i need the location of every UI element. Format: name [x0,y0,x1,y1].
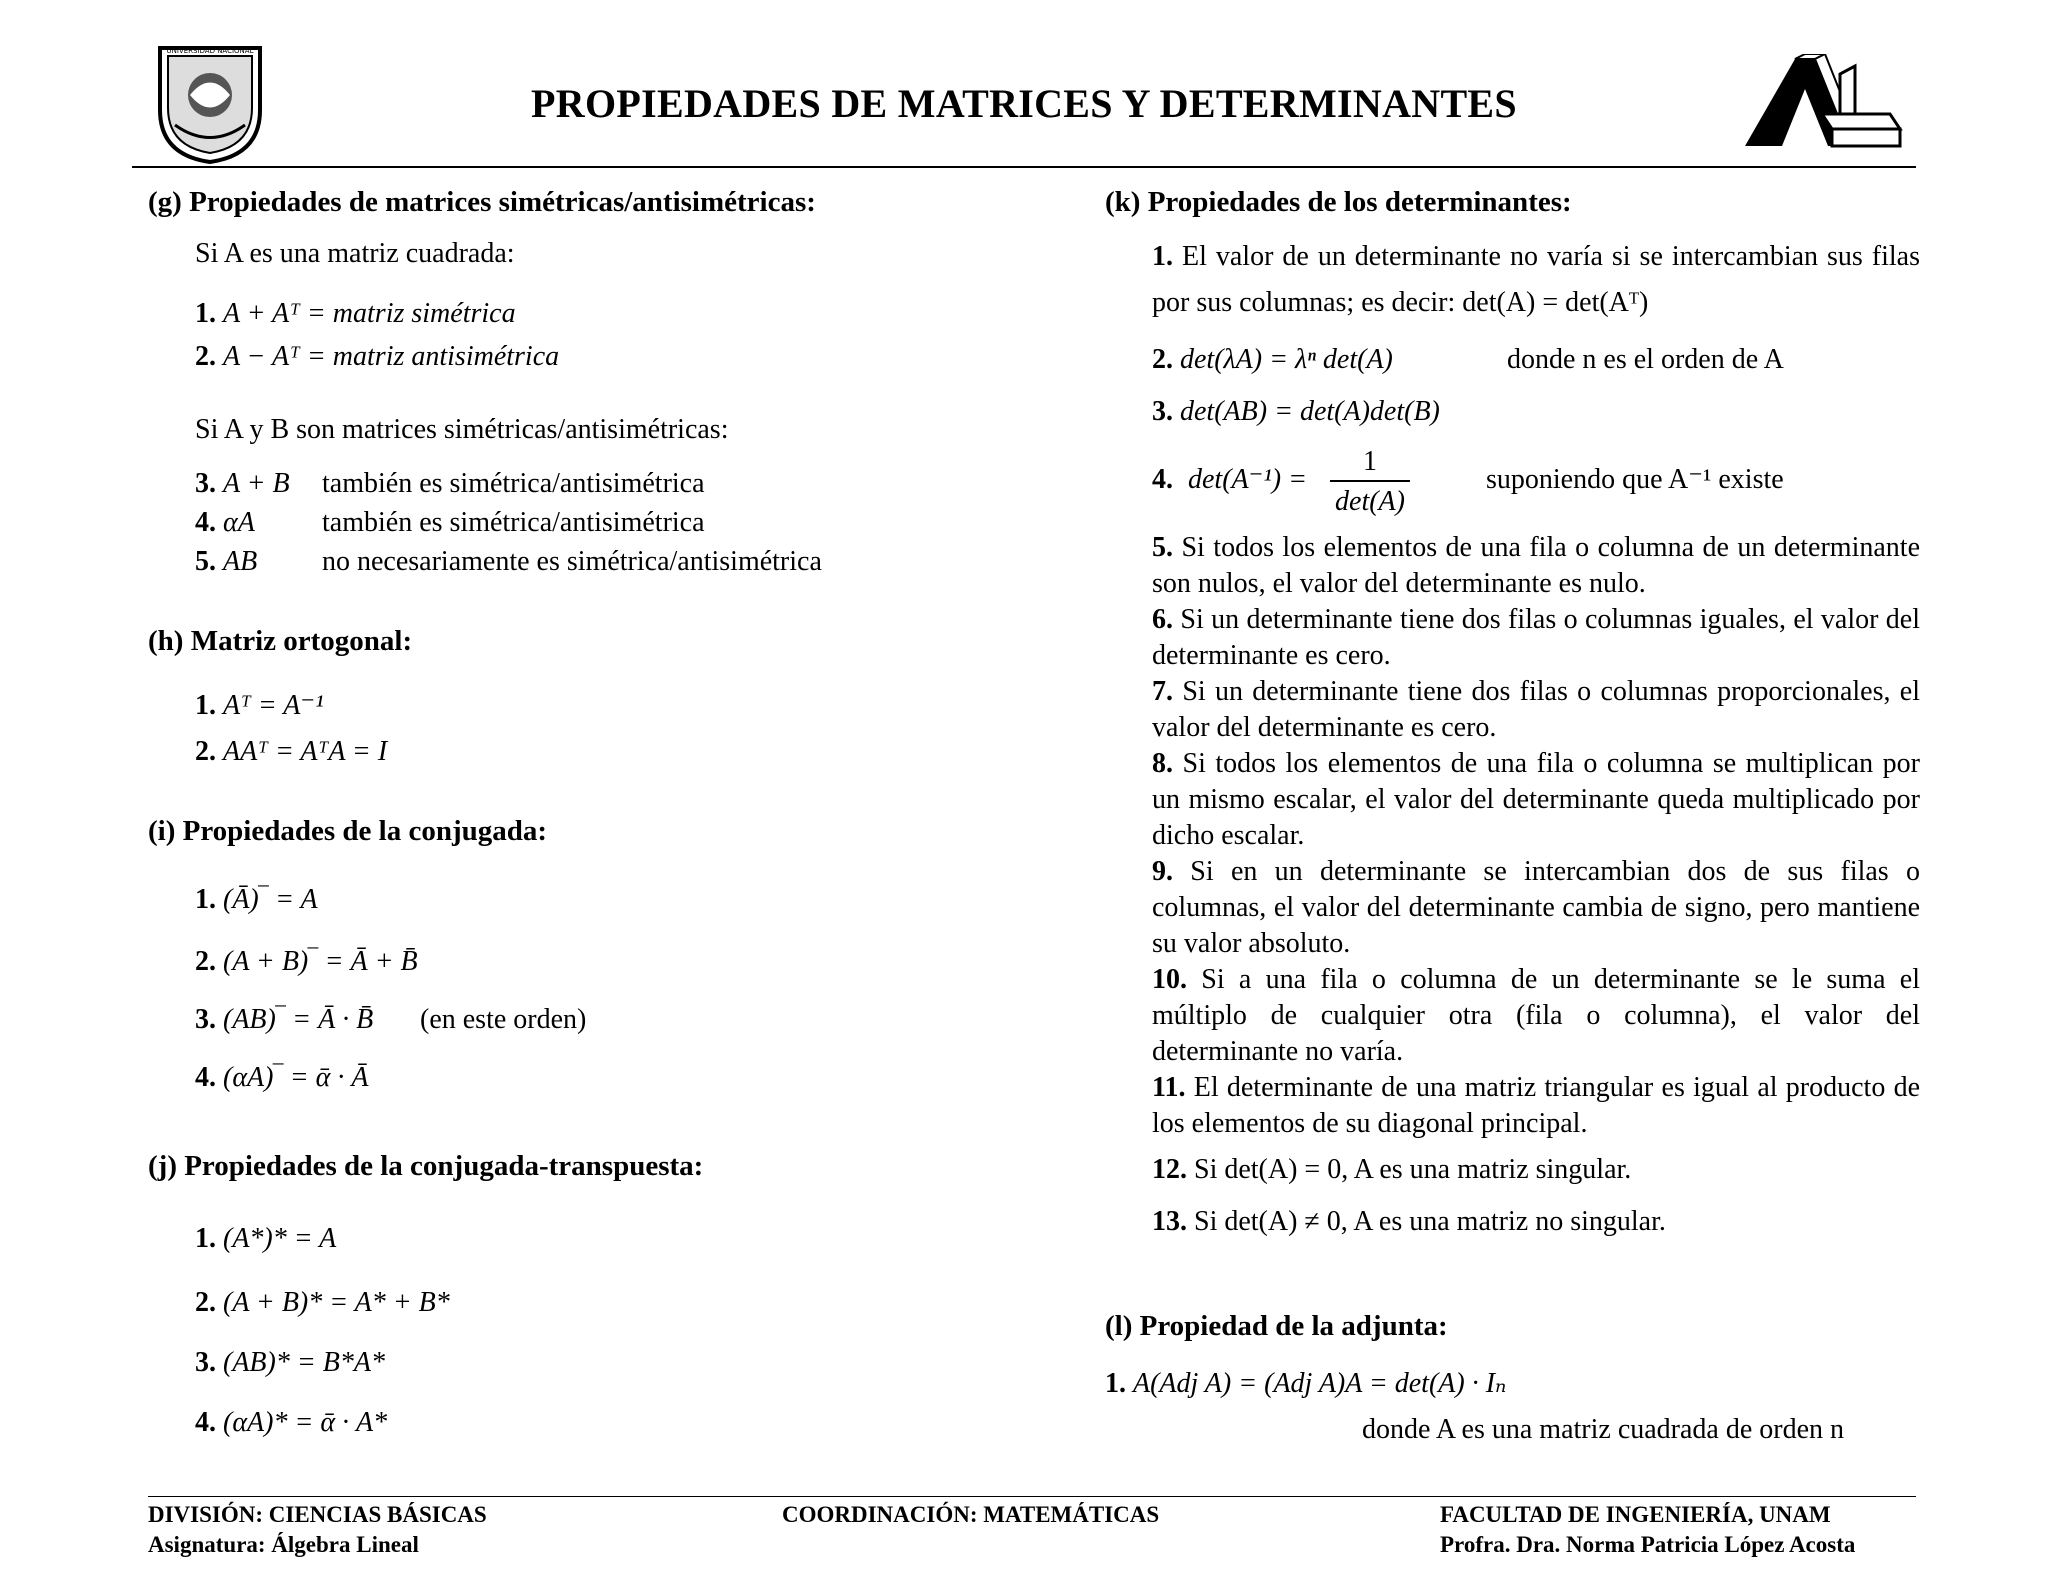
item-number: 1. [195,298,216,329]
item-expression: det(A⁻¹) = [1188,464,1308,495]
item-text: Si a una fila o columna de un determinante se le suma el múltiplo de cualquier otra (fila o columna), el valor del determinante no varía. [1152,964,1920,1067]
item-expression: αA [223,507,255,538]
item-text: Si todos los elementos de una fila o columna se multiplican por un mismo escalar, el valor del determinante queda multiplicado por dicho escalar. [1152,748,1921,851]
item-number: 3. [1152,396,1173,427]
item-text: AAᵀ = AᵀA = I [223,736,388,767]
item-number: 6. [1152,604,1173,635]
section-k-item-2 [1152,342,1784,377]
fraction-numerator: 1 [1363,446,1377,477]
item-text: Si en un determinante se intercambian dos de sus filas o columnas, el valor del determinante cambia de signo, pero mantiene su valor absoluto. [1152,856,1920,959]
item-number: 9. [1152,856,1173,887]
item-text: (A + B)‾ = Ā + B̄ [223,946,418,977]
item-text: (AB)* = B*A* [223,1347,385,1378]
section-j-item-3 [195,1345,385,1380]
item-number: 10. [1152,964,1187,995]
item-number: 2. [195,736,216,767]
section-g-intro1: Si A es una matriz cuadrada: [195,238,515,269]
section-g-intro2: Si A y B son matrices simétricas/antisimétricas: [195,414,729,445]
item-text: suponiendo que A⁻¹ existe [1486,464,1784,495]
footer-subject: Asignatura: Álgebra Lineal [148,1532,419,1557]
section-k-item-1 [1152,234,1920,326]
item-number: 13. [1152,1206,1187,1237]
item-text: (Ā)‾ = A [223,884,318,915]
section-i-heading: (i) Propiedades de la conjugada: [148,815,548,847]
item-number: 12. [1152,1154,1187,1185]
section-g-item-3 [195,466,705,501]
section-k-item-3 [1152,394,1440,429]
section-k-item-10 [1152,962,1920,1070]
item-expression: det(λA) = λⁿ det(A) [1180,344,1393,375]
item-note: (en este orden) [420,1004,587,1035]
item-text: (αA)‾ = ᾱ · Ā [223,1062,369,1093]
section-h-item-2 [195,734,387,769]
item-number: 3. [195,1004,216,1035]
item-number: 4. [195,507,216,538]
item-number: 1. [195,690,216,721]
item-expression: A + B [223,468,290,499]
section-j-heading: (j) Propiedades de la conjugada-transpuesta: [148,1150,704,1182]
footer-division: DIVISIÓN: CIENCIAS BÁSICAS [148,1502,487,1527]
item-number: 1. [1105,1368,1126,1399]
item-number: 5. [1152,532,1173,563]
section-i-item-1 [195,882,318,917]
item-text: A − Aᵀ = matriz antisimétrica [223,341,560,372]
item-number: 2. [1152,344,1173,375]
item-text: Si todos los elementos de una fila o columna de un determinante son nulos, el valor del determinante es nulo. [1152,532,1920,599]
item-number: 2. [195,341,216,372]
item-text: también es simétrica/antisimétrica [322,468,705,499]
item-expression: det(AB) = det(A)det(B) [1180,396,1440,427]
item-expression: AB [223,546,258,577]
section-g-item-1 [195,296,516,331]
section-k-item-5 [1152,530,1920,602]
section-h-heading: (h) Matriz ortogonal: [148,625,413,657]
fraction-denominator: det(A) [1335,486,1405,517]
section-k-item-8 [1152,746,1920,854]
item-text: A + Aᵀ = matriz simétrica [223,298,516,329]
section-g-heading: (g) Propiedades de matrices simétricas/antisimétricas: [148,186,816,218]
fraction-bar [1330,480,1410,482]
section-k-item-11 [1152,1070,1920,1142]
section-k-heading: (k) Propiedades de los determinantes: [1105,186,1572,218]
footer-professor: Profra. Dra. Norma Patricia López Acosta [1440,1532,1856,1557]
item-text: Si det(A) ≠ 0, A es una matriz no singular. [1194,1206,1666,1237]
item-text: El valor de un determinante no varía si se intercambian sus filas por sus columnas; es decir: det(A) = det(Aᵀ) [1152,241,1921,318]
item-number: 4. [195,1062,216,1093]
item-text: Si un determinante tiene dos filas o columnas iguales, el valor del determinante es cero. [1152,604,1921,671]
section-k-item-12 [1152,1152,1631,1187]
section-j-item-1 [195,1221,336,1256]
item-text: Aᵀ = A⁻¹ [223,690,324,721]
item-number: 3. [195,1347,216,1378]
section-i-item-3 [195,1002,586,1037]
item-text: Si un determinante tiene dos filas o columnas proporcionales, el valor del determinante es cero. [1152,676,1920,743]
section-j-item-2 [195,1285,450,1320]
item-number: 11. [1152,1072,1186,1103]
footer-coordination: COORDINACIÓN: MATEMÁTICAS [782,1502,1160,1527]
svg-text:UNIVERSIDAD NACIONAL: UNIVERSIDAD NACIONAL [166,47,254,55]
al-logo [1740,54,1910,154]
footer-rule [148,1496,1916,1497]
item-text: Si det(A) = 0, A es una matriz singular. [1194,1154,1632,1185]
item-text: (A*)* = A [223,1223,337,1254]
item-number: 5. [195,546,216,577]
footer-faculty: FACULTAD DE INGENIERÍA, UNAM [1440,1502,1831,1527]
section-k-item-6 [1152,602,1920,674]
section-l-note: donde A es una matriz cuadrada de orden n [1362,1414,1845,1445]
section-k-item-13 [1152,1204,1666,1239]
item-number: 1. [1152,241,1173,272]
section-k-item-7 [1152,674,1920,746]
item-text: donde n es el orden de A [1507,344,1784,375]
item-text: A(Adj A) = (Adj A)A = det(A) · Iₙ [1133,1368,1507,1399]
page-title: PROPIEDADES DE MATRICES Y DETERMINANTES [531,81,1517,126]
section-i-item-4 [195,1060,368,1095]
item-text: no necesariamente es simétrica/antisimétrica [322,546,822,577]
item-number: 1. [195,1223,216,1254]
item-number: 4. [1152,464,1173,495]
section-h-item-1 [195,688,324,723]
section-k-paragraphs [1152,530,1920,1142]
item-number: 1. [195,884,216,915]
item-text: El determinante de una matriz triangular es igual al producto de los elementos de su diagonal principal. [1152,1072,1921,1139]
item-text: (αA)* = ᾱ · A* [223,1407,388,1438]
item-number: 2. [195,946,216,977]
item-number: 7. [1152,676,1173,707]
section-g-item-5 [195,544,822,579]
section-l-item-1 [1105,1366,1506,1401]
item-number: 2. [195,1287,216,1318]
item-text: (AB)‾ = Ā · B̄ [223,1004,374,1035]
item-number: 4. [195,1407,216,1438]
item-text: también es simétrica/antisimétrica [322,507,705,538]
section-g-item-2 [195,339,559,374]
item-number: 8. [1152,748,1173,779]
section-i-item-2 [195,944,418,979]
item-text: (A + B)* = A* + B* [223,1287,450,1318]
section-j-item-4 [195,1405,387,1440]
item-number: 3. [195,468,216,499]
header-rule [132,166,1916,168]
section-l-heading: (l) Propiedad de la adjunta: [1105,1310,1448,1342]
section-k-item-9 [1152,854,1920,962]
section-g-item-4 [195,505,705,540]
